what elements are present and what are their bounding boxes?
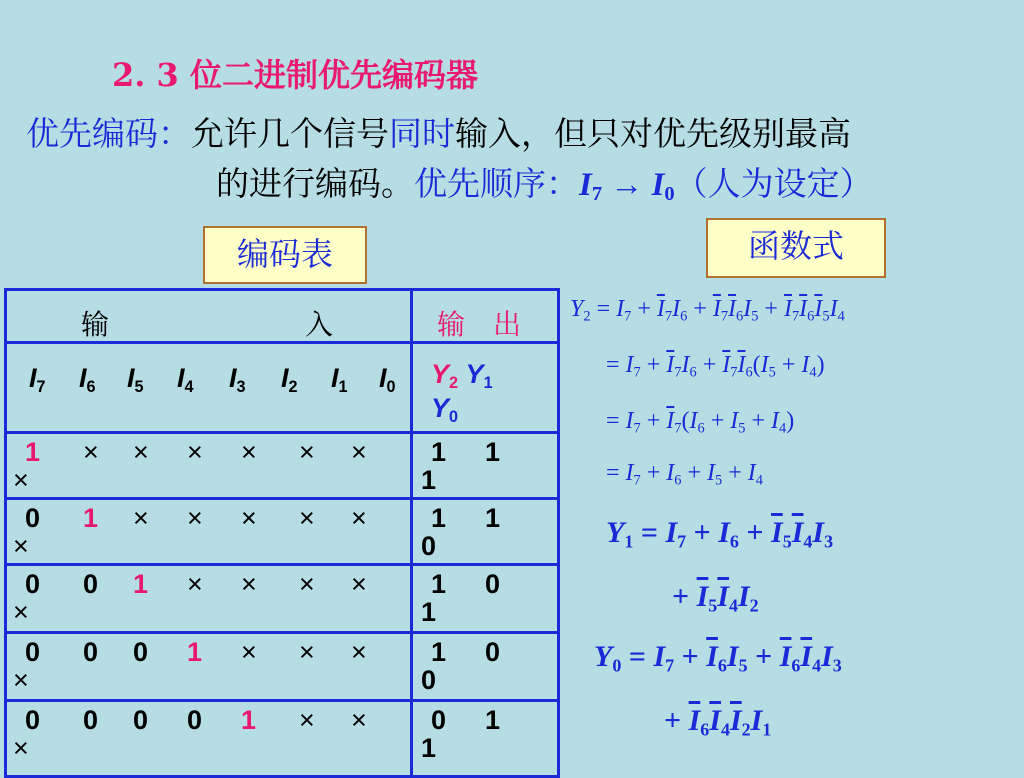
order-label: 优先顺序：	[414, 164, 579, 203]
output-cell: 1	[421, 733, 437, 763]
input-cell: ×	[241, 503, 257, 533]
input-cell: ×	[83, 437, 99, 467]
intro-highlight: 同时	[389, 114, 455, 153]
encoding-table: 输 入 输 出 I7 I6 I5 I4 I3 I2 I1 I0 Y2 Y1 Y0 1 × × × × × × × 1 1 1 0 1 × × × × × × 1 1 0 0 0 1 × × × × × 1 0 1 0 0 0 1 × × × × 1 0 0 0 0 0 0 1 × × × 0 1 1	[4, 288, 560, 778]
intro-line-1	[26, 108, 851, 155]
input-cell: ×	[241, 437, 257, 467]
output-cell: 0	[421, 665, 437, 695]
input-cell: 0	[25, 705, 41, 735]
order-formula: $I_7 \to I_0$	[579, 167, 675, 206]
page-title: 2. 3 位二进制优先编码器	[112, 56, 478, 94]
input-cell: 0	[187, 705, 203, 735]
intro-text-c: 的进行编码。	[216, 164, 414, 203]
input-cell: ×	[351, 569, 367, 599]
input-cell: 0	[133, 637, 149, 667]
input-cell: ×	[299, 503, 315, 533]
input-cell: ×	[187, 503, 203, 533]
formula-y2-line3: = $I_7 + \overline{I}_7(I_6 + I_5 + I_4)$	[606, 408, 795, 437]
input-cell: 0	[133, 705, 149, 735]
formula-y2-line1: $Y_2 = I_7 + \overline{I}_7I_6 + \overline{I}_7\overline{I}_6I_5 + \overline{I}_7\overline{I}_6\overline{I}_5I_4$	[570, 296, 845, 325]
header-input: 输	[81, 308, 110, 341]
input-cell: 1	[241, 705, 257, 735]
input-cell: 1	[83, 503, 99, 533]
input-cell: 0	[83, 705, 99, 735]
input-cell: ×	[133, 437, 149, 467]
row-divider	[7, 341, 557, 344]
output-cell: 1	[485, 705, 501, 735]
output-cell: 1	[431, 569, 447, 599]
table-divider	[410, 291, 413, 775]
input-cell: 0	[25, 503, 41, 533]
table-label: 编码表	[203, 226, 367, 284]
output-labels: Y2 Y1 Y0	[431, 359, 493, 426]
table-row	[7, 699, 557, 702]
formula-y1-line2: + $\overline{I}_5\overline{I}_4I_2$	[672, 580, 759, 616]
output-cell: 0	[431, 705, 447, 735]
input-cell: ×	[241, 637, 257, 667]
formula-y0-line2: + $\overline{I}_6\overline{I}_4\overline{I}_2I_1$	[664, 704, 772, 740]
input-cell: ×	[351, 503, 367, 533]
input-cell: ×	[299, 705, 315, 735]
order-suffix: （人为设定）	[674, 164, 873, 203]
priority-encoding-label: 优先编码：	[26, 114, 191, 153]
output-cell: 1	[485, 503, 501, 533]
output-cell: 0	[485, 569, 501, 599]
output-cell: 1	[421, 597, 437, 627]
formula-y1-line1: $Y_1 = I_7 + I_6 + \overline{I}_5\overline{I}_4I_3$	[606, 516, 834, 552]
input-cell: 0	[25, 569, 41, 599]
output-cell: 1	[431, 637, 447, 667]
input-cell: ×	[351, 437, 367, 467]
output-cell: 1	[431, 503, 447, 533]
formula-y2-line4: = $I_7 + I_6 + I_5 + I_4$	[606, 460, 763, 489]
input-cell: ×	[187, 569, 203, 599]
input-cell: 0	[83, 637, 99, 667]
input-cell: 1	[187, 637, 203, 667]
intro-text-b: 输入，但只对优先级别最高	[455, 114, 851, 153]
header-output: 输 出	[437, 308, 522, 341]
input-cell: 1	[133, 569, 149, 599]
input-cell: ×	[13, 597, 29, 627]
output-cell: 0	[421, 531, 437, 561]
formula-y2-line2: = $I_7 + \overline{I}_7I_6 + \overline{I}_7\overline{I}_6(I_5 + I_4)$	[606, 352, 825, 381]
intro-line-2	[216, 158, 873, 206]
input-cell: 0	[25, 637, 41, 667]
functions-label: 函数式	[706, 218, 886, 278]
intro-text-a: 允许几个信号	[191, 114, 389, 153]
input-cell: ×	[13, 665, 29, 695]
table-row	[7, 631, 557, 634]
input-cell: ×	[241, 569, 257, 599]
table-row	[7, 431, 557, 434]
output-cell: 0	[485, 637, 501, 667]
output-cell: 1	[431, 437, 447, 467]
input-cell: ×	[13, 465, 29, 495]
table-row	[7, 563, 557, 566]
header-input-2: 入	[305, 308, 334, 341]
input-cell: ×	[299, 569, 315, 599]
input-cell: ×	[13, 531, 29, 561]
input-cell: ×	[299, 637, 315, 667]
input-cell: ×	[13, 733, 29, 763]
output-cell: 1	[485, 437, 501, 467]
input-cell: ×	[351, 637, 367, 667]
input-cell: ×	[351, 705, 367, 735]
formula-y0-line1: $Y_0 = I_7 + \overline{I}_6I_5 + \overline{I}_6\overline{I}_4I_3$	[594, 640, 842, 676]
table-row	[7, 497, 557, 500]
input-cell: ×	[187, 437, 203, 467]
input-cell: ×	[133, 503, 149, 533]
input-cell: ×	[299, 437, 315, 467]
input-cell: 0	[83, 569, 99, 599]
input-cell: 1	[25, 437, 41, 467]
output-cell: 1	[421, 465, 437, 495]
